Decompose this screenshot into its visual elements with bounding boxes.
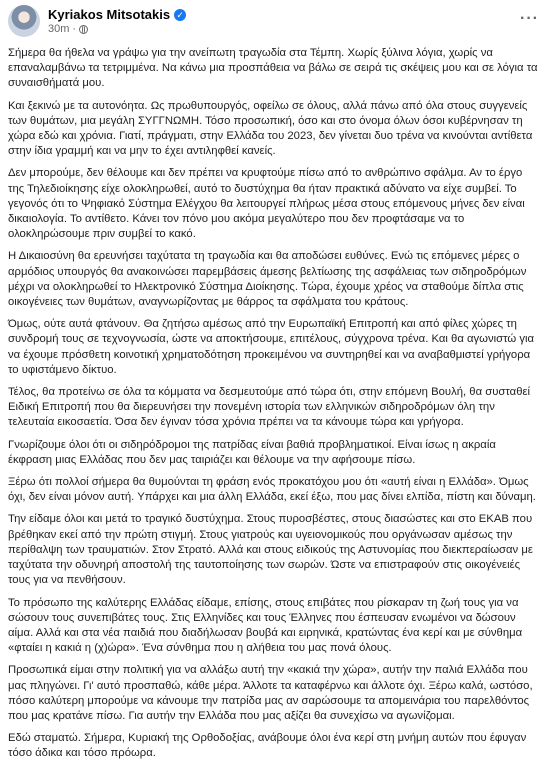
post-paragraph: Το πρόσωπο της καλύτερης Ελλάδας είδαμε, επίσης, στους επιβάτες που ρίσκαραν τη ζωή τους για να σώσουν τους συνεπιβάτες τους. Στις Ελληνίδες και τους Έλληνες που έσπευσαν ενωμένοι να δώσουν αίμα. Αλλά και στα νέα παιδιά που διαδήλωσαν βουβά και ειρηνικά, κρατώντας ένα κερί και με σύνθημα «φταίει η κακιά η (χ)ώρα». Ένα σύνθημα που η αλήθεια του μας πονά όλους. xyxy=(8,596,523,655)
post-meta xyxy=(48,7,186,35)
verified-badge-icon: ✓ xyxy=(174,9,186,21)
post-body xyxy=(8,46,541,762)
more-options-icon[interactable]: ··· xyxy=(520,10,539,27)
post-paragraph: Δεν μπορούμε, δεν θέλουμε και δεν πρέπει να κρυφτούμε πίσω από το ανθρώπινο σφάλμα. Αν το έργο της Τηλεδιοίκησης είχε ολοκληρωθεί, αυτό το δυστύχημα θα ήταν πρακτικά αδύνατο να είχε συμβεί. Το γεγονός ότι το Ψηφιακό Σύστημα Ελέγχου θα λειτουργεί πλήρως μέσα στους επόμενους μήνες δεν είναι δικαιολογία. Το αντίθετο. Κάνει τον πόνο μου ακόμα μεγαλύτερο που δεν προφτάσαμε να το ολοκληρώσουμε πριν συμβεί το κακό. xyxy=(8,167,525,241)
author-avatar[interactable] xyxy=(8,5,40,37)
separator-dot: · xyxy=(72,23,77,35)
globe-icon xyxy=(79,25,88,34)
post-paragraph: Ξέρω ότι πολλοί σήμερα θα θυμούνται τη φράση ενός προκατόχου μου ότι «αυτή είναι η Ελλάδα». Όμως όχι, δεν είναι μόνον αυτή. Υπάρχει και μια άλλη Ελλάδα, εκεί έξω, που μας δίνει ελπίδα, πίστη και δύναμη. xyxy=(8,476,536,504)
post-paragraph: Τέλος, θα προτείνω σε όλα τα κόμματα να δεσμευτούμε από τώρα ότι, στην επόμενη Βουλή, θα συσταθεί Ειδική Επιτροπή που θα διερευνήσει την πονεμένη ιστορία των ελληνικών σιδηροδρόμων όλη την τελευταία εικοσαετία. Όσα δεν έγιναν τόσα χρόνια πρέπει να τα κάνουμε τώρα και γρήγορα. xyxy=(8,386,531,429)
post-paragraph: Σήμερα θα ήθελα να γράψω για την ανείπωτη τραγωδία στα Τέμπη. Χωρίς ξύλινα λόγια, χωρίς να επαναλαμβάνω τα τετριμμένα. Να κάνω μια προσπάθεια να βάλω σε σειρά τις σκέψεις μου και σε λόγια τα συναισθήματά μου. xyxy=(8,47,538,90)
post-paragraph: Όμως, ούτε αυτά φτάνουν. Θα ζητήσω αμέσως από την Ευρωπαϊκή Επιτροπή και από φίλες χώρες τη συνδρομή τους σε τεχνογνωσία, ώστε να αποκτήσουμε, επιτέλους, σύγχρονα τρένα. Και θα αγωνιστώ για να έχουμε πρόσθετη κοινοτική χρηματοδότηση προκειμένου να συντηρηθεί και να αναβαθμιστεί γρήγορα το υφιστάμενο δίκτυο. xyxy=(8,318,535,376)
author-row xyxy=(48,7,186,22)
post-paragraph: Η Δικαιοσύνη θα ερευνήσει ταχύτατα τη τραγωδία και θα αποδώσει ευθύνες. Ενώ τις επόμενες μέρες ο αρμόδιος υπουργός θα ανακοινώσει παρεμβάσεις άμεσης βελτίωσης της ασφάλειας των σιδηροδρόμων μέχρι να ολοκληρωθεί το Ηλεκτρονικό Σύστημα Διοίκησης. Τώρα, έχουμε χρέος να σταθούμε δίπλα στις οικογένειες των θυμάτων, αναγνωρίζοντας με θάρρος τα σφάλματα του κράτους. xyxy=(8,250,527,309)
post-header xyxy=(8,0,541,40)
post-paragraph: Την είδαμε όλοι και μετά το τραγικό δυστύχημα. Στους πυροσβέστες, στους διασώστες και στο ΕΚΑΒ που βρέθηκαν εκεί από την πρώτη στιγμή. Στους γιατρούς και υγειονομικούς που οργάνωσαν αμέσως την περίθαλψη των τραυματιών. Στον Στρατό. Αλλά και στους ειδικούς της Αστυνομίας που διεκπεραίωσαν με ταχύτατα την οδυνηρή αποστολή της ταυτοποίησης των σωρών. Ώστε να επιστραφούν στις οικογένειές τους για να πενθήσουν. xyxy=(8,513,533,587)
post-subline xyxy=(48,23,186,35)
post-paragraph: Προσωπικά είμαι στην πολιτική για να αλλάξω αυτή την «κακιά την χώρα», αυτήν την παλιά Ελλάδα που μας πληγώνει. Γι' αυτό προσπαθώ, κάθε μέρα. Άλλοτε τα καταφέρνω και άλλοτε όχι. Ξέρω καλά, ωστόσο, πόσο καλύτερη μπορούμε να κάνουμε την πατρίδα μας αν σαρώσουμε τα απομεινάρια του παρελθόντος που μας κρατάνε πίσω. Για αυτήν την Ελλάδα που μας αξίζει θα συνεχίσω να αγωνίζομαι. xyxy=(8,664,533,722)
post-paragraph: Γνωρίζουμε όλοι ότι οι σιδηρόδρομοι της πατρίδας είναι βαθιά προβληματικοί. Είναι ίσως η ακραία έκφραση μιας Ελλάδας που δεν μας ταιριάζει και θέλουμε να την αφήσουμε πίσω. xyxy=(8,438,496,466)
post-paragraph: Και ξεκινώ με τα αυτονόητα. Ως πρωθυπουργός, οφείλω σε όλους, αλλά πάνω από όλα στους συγγενείς των θυμάτων, μια μεγάλη ΣΥΓΓΝΩΜΗ. Τόσο προσωπική, όσο και στο όνομα όλων όσοι κυβέρνησαν τη χώρα εδώ και χρόνια. Γιατί, πράγματι, στην Ελλάδα του 2023, δεν γίνεται δυο τρένα να κινούνται αντίθετα στην ίδια γραμμή και να μην το έχει αντιληφθεί κανείς. xyxy=(8,99,533,158)
author-name[interactable]: Kyriakos Mitsotakis xyxy=(48,7,171,22)
post-timestamp[interactable]: 30m xyxy=(48,23,70,35)
post-paragraph: Εδώ σταματώ. Σήμερα, Κυριακή της Ορθοδοξίας, ανάβουμε όλοι ένα κερί στη μνήμη αυτών που έφυγαν τόσο άδικα και τόσο πρόωρα. xyxy=(8,732,527,760)
